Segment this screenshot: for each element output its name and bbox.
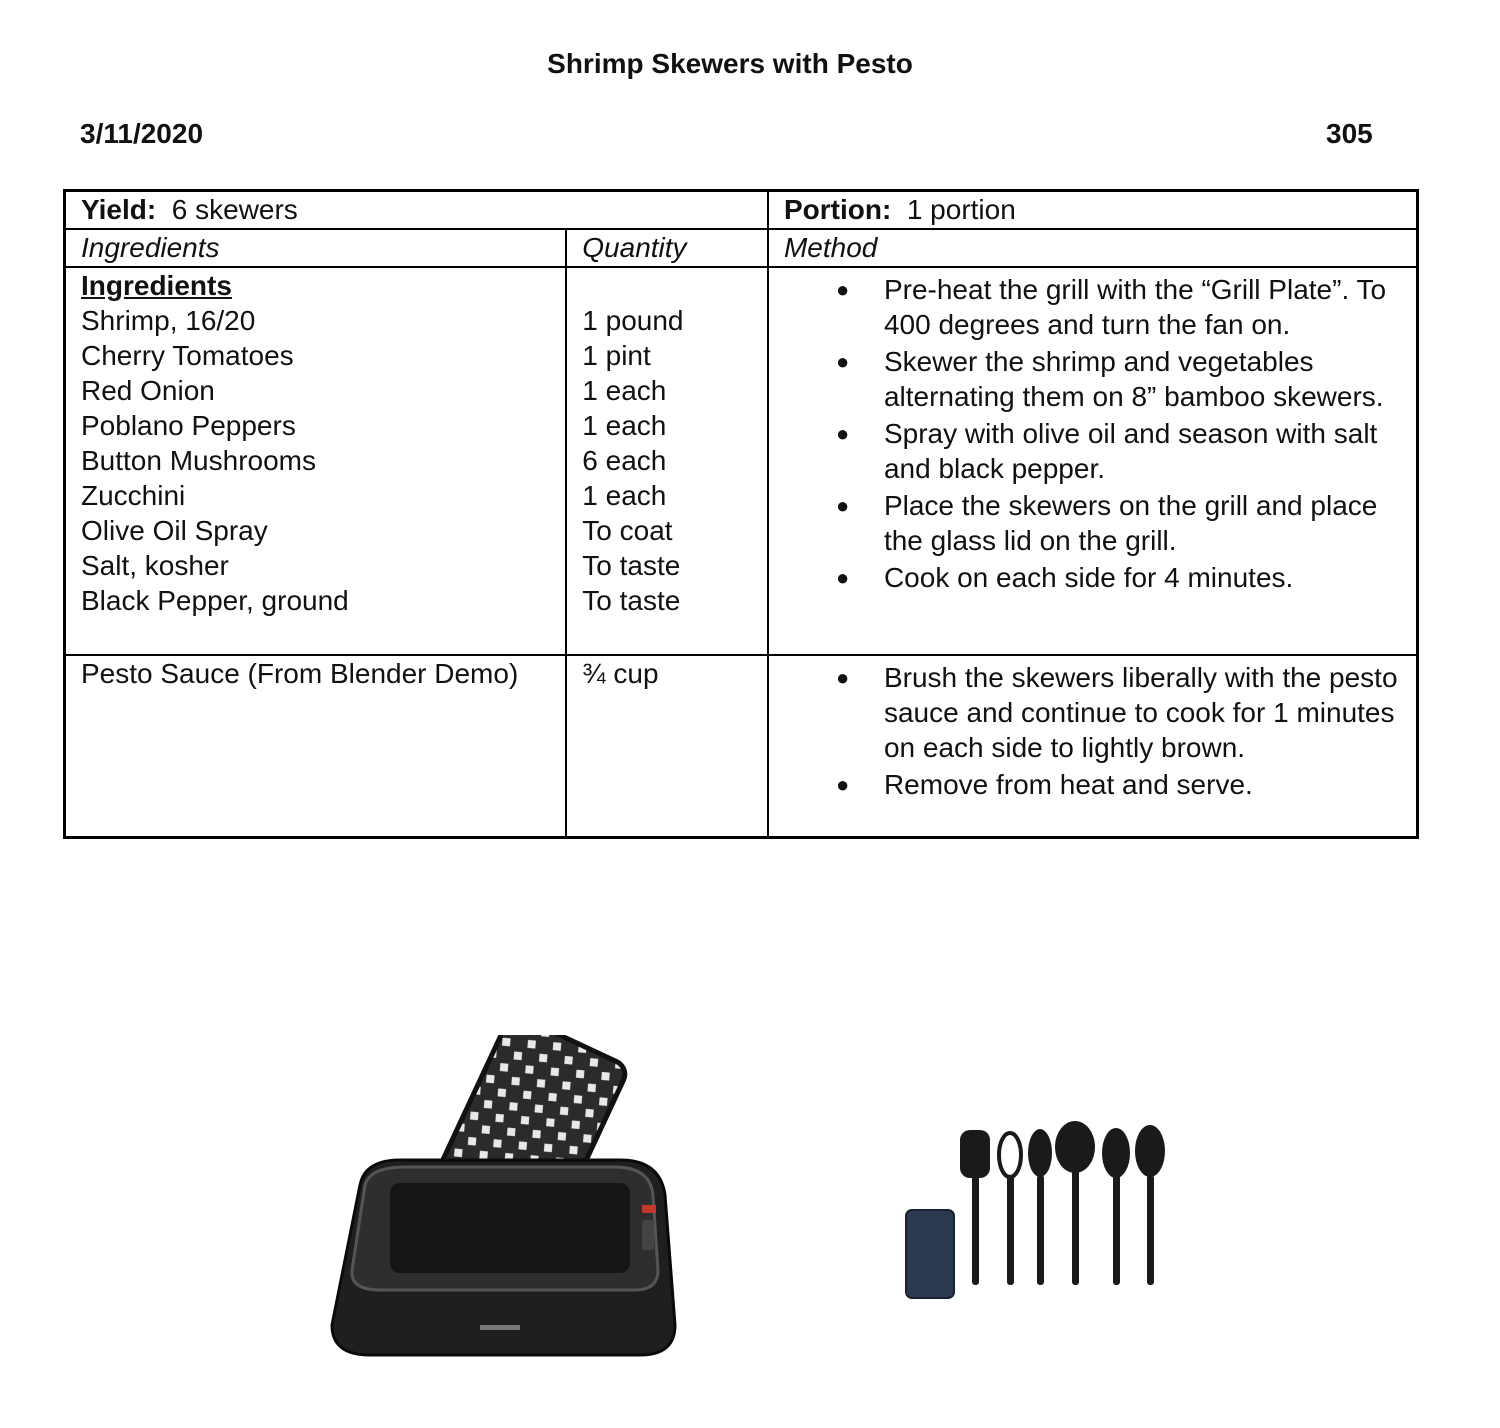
- method-step: [784, 272, 1416, 342]
- quantity-header: Quantity: [566, 229, 768, 267]
- ingredient-name: Shrimp, 16/20: [81, 305, 256, 336]
- yield-value: 6 skewers: [171, 194, 298, 225]
- yield-cell: [65, 191, 768, 230]
- method-list: [784, 272, 1416, 595]
- ingredient-name: Button Mushrooms: [81, 445, 316, 476]
- method-step-text: Remove from heat and serve.: [883, 769, 1253, 800]
- ingredient-quantity: To coat: [582, 515, 673, 546]
- method-header: Method: [768, 229, 1418, 267]
- method-step: [784, 344, 1416, 414]
- pesto-method-cell: [768, 655, 1418, 838]
- method-step: [784, 488, 1416, 558]
- yield-row: [65, 191, 1418, 230]
- quantity-list: [582, 303, 767, 618]
- pesto-method-list: [784, 660, 1416, 802]
- portion-cell: [768, 191, 1418, 230]
- portion-value: 1 portion: [906, 194, 1016, 225]
- ingredient-names-cell: [65, 267, 567, 655]
- portion-label: Portion:: [783, 194, 892, 225]
- method-step-text: Brush the skewers liberally with the pesto sauce and continue to cook for 1 minutes on each side to lightly brown.: [883, 662, 1398, 763]
- indoor-grill-icon: [320, 1035, 690, 1375]
- ingredient-quantity: To taste: [582, 550, 681, 581]
- ingredient-name: Poblano Peppers: [81, 410, 296, 441]
- ingredient-name: Salt, kosher: [81, 550, 229, 581]
- method-step-text: Skewer the shrimp and vegetables alternating them on 8” bamboo skewers.: [883, 346, 1384, 412]
- ingredient-name: Cherry Tomatoes: [81, 340, 294, 371]
- page-number: 305: [1326, 118, 1373, 149]
- bullet-icon: ●: [835, 349, 850, 374]
- bullet-icon: ●: [835, 665, 850, 690]
- bullet-icon: ●: [835, 565, 850, 590]
- ingredients-header: Ingredients: [65, 229, 567, 267]
- bullet-icon: ●: [835, 277, 850, 302]
- method-step: [784, 767, 1416, 802]
- main-ingredients-row: [65, 267, 1418, 655]
- pesto-name: Pesto Sauce (From Blender Demo): [65, 655, 567, 838]
- section-heading: Ingredients: [81, 270, 232, 301]
- method-step: [784, 416, 1416, 486]
- pesto-row: [65, 655, 1418, 838]
- ingredient-quantity: To taste: [582, 585, 681, 616]
- ingredient-quantity: 6 each: [582, 445, 667, 476]
- ingredient-list: [81, 303, 565, 618]
- ingredient-quantity: 1 each: [582, 375, 667, 406]
- pesto-quantity: ¾ cup: [566, 655, 768, 838]
- bullet-icon: ●: [835, 493, 850, 518]
- header-row: [65, 229, 1418, 267]
- method-step-text: Cook on each side for 4 minutes.: [883, 562, 1294, 593]
- ingredient-name: Olive Oil Spray: [81, 515, 268, 546]
- ingredient-quantity: 1 pint: [582, 340, 651, 371]
- method-step: [784, 660, 1416, 765]
- ingredient-quantity: 1 each: [582, 480, 667, 511]
- method-cell: [768, 267, 1418, 655]
- bullet-icon: ●: [835, 421, 850, 446]
- method-step-text: Pre-heat the grill with the “Grill Plate”. To 400 degrees and turn the fan on.: [883, 274, 1387, 340]
- ingredient-name: Zucchini: [81, 480, 186, 511]
- method-step-text: Spray with olive oil and season with salt and black pepper.: [883, 418, 1378, 484]
- bullet-icon: ●: [835, 772, 850, 797]
- page-title: Shrimp Skewers with Pesto: [547, 48, 913, 79]
- method-step: [784, 560, 1416, 595]
- method-step-text: Place the skewers on the grill and place the glass lid on the grill.: [883, 490, 1378, 556]
- ingredient-quantities-cell: [566, 267, 768, 655]
- recipe-table: [63, 189, 1419, 839]
- date: 3/11/2020: [80, 118, 204, 149]
- ingredient-name: Black Pepper, ground: [81, 585, 349, 616]
- ingredient-name: Red Onion: [81, 375, 215, 406]
- utensil-set-icon: [898, 1115, 1178, 1305]
- ingredient-quantity: 1 each: [582, 410, 667, 441]
- yield-label: Yield:: [81, 194, 157, 225]
- ingredient-quantity: 1 pound: [582, 305, 684, 336]
